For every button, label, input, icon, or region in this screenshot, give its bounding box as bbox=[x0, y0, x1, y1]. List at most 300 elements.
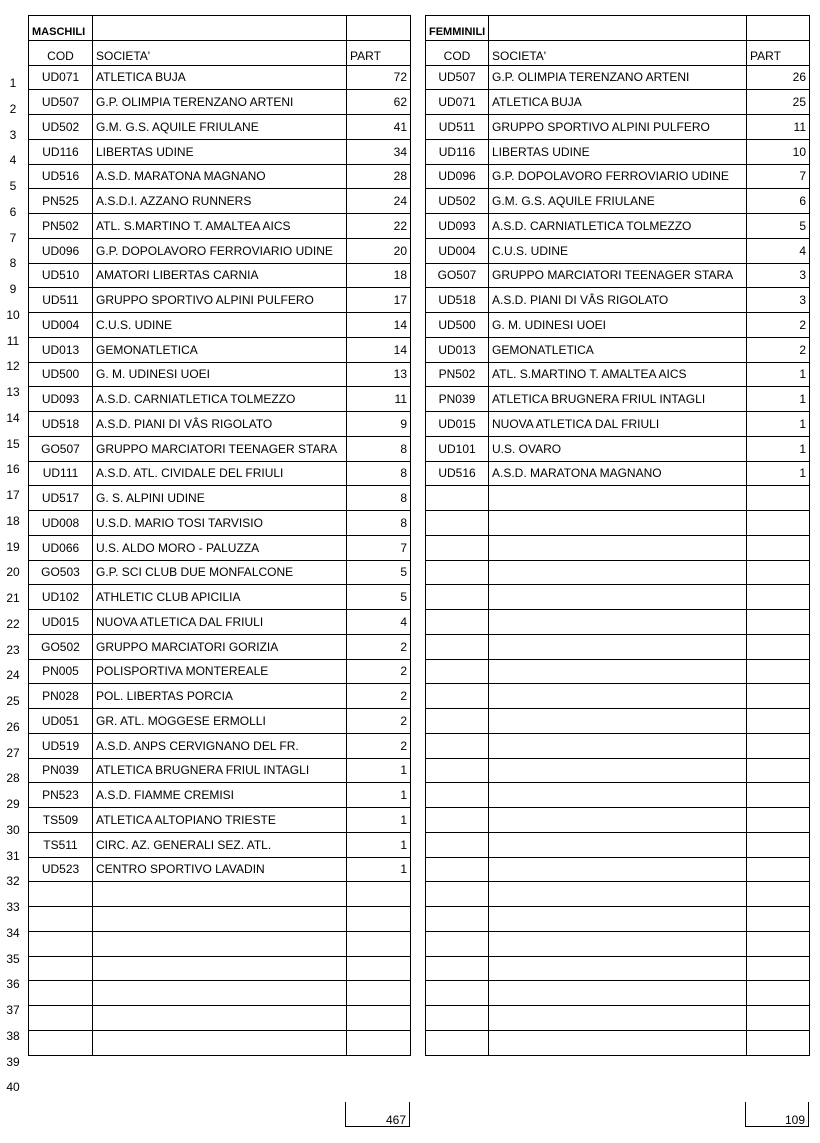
cod-cell: UD051 bbox=[29, 709, 93, 734]
part-cell bbox=[747, 956, 810, 981]
societa-cell: U.S. OVARO bbox=[489, 436, 747, 461]
societa-cell bbox=[489, 610, 747, 635]
part-cell bbox=[347, 1030, 411, 1055]
table-row bbox=[426, 535, 810, 560]
table-row bbox=[29, 882, 411, 907]
part-cell bbox=[747, 684, 810, 709]
cod-cell: UD511 bbox=[426, 115, 489, 140]
table-row bbox=[29, 857, 411, 882]
table-row bbox=[426, 486, 810, 511]
maschili-header-societa: SOCIETA' bbox=[93, 40, 347, 65]
part-cell bbox=[747, 585, 810, 610]
femminili-header-part: PART bbox=[747, 40, 810, 65]
row-number-column bbox=[0, 71, 26, 1101]
cod-cell: PN028 bbox=[29, 684, 93, 709]
table-row bbox=[426, 634, 810, 659]
femminili-title: FEMMINILI bbox=[426, 16, 489, 41]
row-number: 3 bbox=[9, 127, 17, 142]
part-cell: 2 bbox=[747, 313, 810, 338]
societa-cell: NUOVA ATLETICA DAL FRIULI bbox=[93, 610, 347, 635]
table-row bbox=[426, 313, 810, 338]
societa-cell: ATLETICA BRUGNERA FRIUL INTAGLI bbox=[489, 387, 747, 412]
table-row bbox=[426, 461, 810, 486]
part-cell bbox=[347, 1006, 411, 1031]
cod-cell: UD066 bbox=[29, 535, 93, 560]
table-row bbox=[426, 783, 810, 808]
societa-cell: G.P. DOPOLAVORO FERROVIARIO UDINE bbox=[489, 164, 747, 189]
part-cell: 1 bbox=[747, 362, 810, 387]
femminili-title-blank-2 bbox=[747, 16, 810, 41]
cod-cell bbox=[426, 585, 489, 610]
cod-cell bbox=[426, 931, 489, 956]
part-cell bbox=[347, 981, 411, 1006]
societa-cell: GR. ATL. MOGGESE ERMOLLI bbox=[93, 709, 347, 734]
cod-cell: UD013 bbox=[426, 337, 489, 362]
cod-cell: UD511 bbox=[29, 288, 93, 313]
cod-cell: UD518 bbox=[426, 288, 489, 313]
part-cell: 4 bbox=[347, 610, 411, 635]
cod-cell: GO507 bbox=[29, 436, 93, 461]
cod-cell: UD096 bbox=[29, 238, 93, 263]
part-cell: 13 bbox=[347, 362, 411, 387]
part-cell: 22 bbox=[347, 214, 411, 239]
table-row bbox=[29, 65, 411, 90]
cod-cell: PN005 bbox=[29, 659, 93, 684]
cod-cell bbox=[426, 857, 489, 882]
societa-cell: CENTRO SPORTIVO LAVADIN bbox=[93, 857, 347, 882]
cod-cell bbox=[29, 907, 93, 932]
part-cell bbox=[747, 882, 810, 907]
table-row bbox=[29, 808, 411, 833]
cod-cell: PN039 bbox=[29, 758, 93, 783]
cod-cell: UD015 bbox=[426, 412, 489, 437]
societa-cell bbox=[489, 535, 747, 560]
cod-cell: UD111 bbox=[29, 461, 93, 486]
cod-cell bbox=[426, 981, 489, 1006]
part-cell: 1 bbox=[747, 412, 810, 437]
cod-cell: PN523 bbox=[29, 783, 93, 808]
societa-cell: C.U.S. UDINE bbox=[489, 238, 747, 263]
part-cell: 2 bbox=[347, 634, 411, 659]
cod-cell bbox=[426, 1030, 489, 1055]
cod-cell: UD013 bbox=[29, 337, 93, 362]
table-row bbox=[426, 956, 810, 981]
table-row bbox=[426, 387, 810, 412]
table-row bbox=[29, 659, 411, 684]
femminili-table bbox=[425, 15, 810, 1056]
societa-cell bbox=[489, 709, 747, 734]
row-number: 14 bbox=[6, 410, 20, 425]
table-row bbox=[29, 90, 411, 115]
societa-cell: A.S.D. MARATONA MAGNANO bbox=[489, 461, 747, 486]
table-row bbox=[29, 733, 411, 758]
societa-cell: GRUPPO SPORTIVO ALPINI PULFERO bbox=[489, 115, 747, 140]
part-cell: 10 bbox=[747, 139, 810, 164]
row-number: 12 bbox=[6, 359, 20, 374]
part-cell bbox=[747, 610, 810, 635]
table-row bbox=[426, 362, 810, 387]
table-row bbox=[426, 560, 810, 585]
table-row bbox=[426, 585, 810, 610]
cod-cell: PN525 bbox=[29, 189, 93, 214]
part-cell: 1 bbox=[747, 387, 810, 412]
maschili-title-row bbox=[29, 16, 411, 41]
part-cell bbox=[747, 733, 810, 758]
part-cell bbox=[747, 486, 810, 511]
societa-cell bbox=[489, 1030, 747, 1055]
row-number: 23 bbox=[6, 642, 20, 657]
part-cell bbox=[747, 857, 810, 882]
cod-cell bbox=[426, 733, 489, 758]
cod-cell bbox=[426, 758, 489, 783]
part-cell bbox=[747, 808, 810, 833]
societa-cell: A.S.D. PIANI DI VÂS RIGOLATO bbox=[93, 412, 347, 437]
societa-cell: AMATORI LIBERTAS CARNIA bbox=[93, 263, 347, 288]
table-row bbox=[426, 238, 810, 263]
femminili-title-row bbox=[426, 16, 810, 41]
table-row bbox=[29, 387, 411, 412]
table-row bbox=[29, 412, 411, 437]
cod-cell: GO502 bbox=[29, 634, 93, 659]
table-row bbox=[29, 511, 411, 536]
societa-cell: A.S.D. CARNIATLETICA TOLMEZZO bbox=[93, 387, 347, 412]
societa-cell bbox=[489, 783, 747, 808]
societa-cell: POLISPORTIVA MONTEREALE bbox=[93, 659, 347, 684]
row-number: 6 bbox=[9, 204, 17, 219]
table-row bbox=[29, 288, 411, 313]
part-cell bbox=[747, 783, 810, 808]
table-row bbox=[426, 610, 810, 635]
societa-cell bbox=[93, 981, 347, 1006]
row-number: 19 bbox=[6, 539, 20, 554]
cod-cell: UD517 bbox=[29, 486, 93, 511]
cod-cell bbox=[426, 659, 489, 684]
table-row bbox=[29, 263, 411, 288]
row-number: 35 bbox=[6, 951, 20, 966]
cod-cell: UD116 bbox=[29, 139, 93, 164]
part-cell: 2 bbox=[347, 709, 411, 734]
part-cell: 1 bbox=[347, 832, 411, 857]
cod-cell: UD500 bbox=[29, 362, 93, 387]
cod-cell bbox=[29, 956, 93, 981]
table-row bbox=[426, 659, 810, 684]
cod-cell: PN039 bbox=[426, 387, 489, 412]
cod-cell bbox=[426, 1006, 489, 1031]
part-cell: 6 bbox=[747, 189, 810, 214]
part-cell: 1 bbox=[347, 857, 411, 882]
societa-cell bbox=[489, 585, 747, 610]
societa-cell: A.S.D. MARATONA MAGNANO bbox=[93, 164, 347, 189]
table-row bbox=[29, 610, 411, 635]
part-cell: 4 bbox=[747, 238, 810, 263]
row-number: 25 bbox=[6, 694, 20, 708]
part-cell: 1 bbox=[747, 436, 810, 461]
row-number: 8 bbox=[9, 256, 17, 271]
table-row bbox=[426, 139, 810, 164]
part-cell: 5 bbox=[747, 214, 810, 239]
part-cell: 11 bbox=[747, 115, 810, 140]
cod-cell: UD096 bbox=[426, 164, 489, 189]
table-row bbox=[29, 1030, 411, 1055]
table-row bbox=[426, 733, 810, 758]
societa-cell: A.S.D. ATL. CIVIDALE DEL FRIULI bbox=[93, 461, 347, 486]
maschili-title-blank-2 bbox=[347, 16, 411, 41]
row-number: 31 bbox=[6, 848, 20, 863]
table-row bbox=[426, 709, 810, 734]
societa-cell: G.P. SCI CLUB DUE MONFALCONE bbox=[93, 560, 347, 585]
table-row bbox=[29, 981, 411, 1006]
cod-cell bbox=[426, 956, 489, 981]
part-cell bbox=[747, 560, 810, 585]
societa-cell bbox=[489, 857, 747, 882]
part-cell bbox=[747, 907, 810, 932]
cod-cell: TS511 bbox=[29, 832, 93, 857]
societa-cell bbox=[489, 931, 747, 956]
femminili-header-societa: SOCIETA' bbox=[489, 40, 747, 65]
societa-cell: G.P. OLIMPIA TERENZANO ARTENI bbox=[489, 65, 747, 90]
part-cell bbox=[347, 931, 411, 956]
part-cell bbox=[747, 1030, 810, 1055]
row-number: 18 bbox=[6, 513, 20, 528]
part-cell: 1 bbox=[347, 758, 411, 783]
row-number: 26 bbox=[6, 719, 20, 734]
part-cell bbox=[347, 882, 411, 907]
cod-cell: UD519 bbox=[29, 733, 93, 758]
cod-cell: UD502 bbox=[29, 115, 93, 140]
maschili-title: MASCHILI bbox=[29, 16, 93, 41]
row-number: 30 bbox=[6, 822, 20, 837]
cod-cell: UD004 bbox=[29, 313, 93, 338]
societa-cell: ATLETICA BUJA bbox=[489, 90, 747, 115]
societa-cell bbox=[489, 808, 747, 833]
table-row bbox=[29, 115, 411, 140]
table-row bbox=[29, 560, 411, 585]
table-row bbox=[426, 1030, 810, 1055]
table-row bbox=[426, 832, 810, 857]
part-cell: 7 bbox=[747, 164, 810, 189]
societa-cell: ATHLETIC CLUB APICILIA bbox=[93, 585, 347, 610]
row-number: 36 bbox=[6, 977, 20, 992]
table-row bbox=[426, 931, 810, 956]
table-row bbox=[29, 758, 411, 783]
cod-cell bbox=[426, 709, 489, 734]
societa-cell: NUOVA ATLETICA DAL FRIULI bbox=[489, 412, 747, 437]
cod-cell bbox=[426, 535, 489, 560]
cod-cell: UD116 bbox=[426, 139, 489, 164]
societa-cell: LIBERTAS UDINE bbox=[93, 139, 347, 164]
part-cell bbox=[747, 634, 810, 659]
societa-cell bbox=[489, 907, 747, 932]
part-cell: 62 bbox=[347, 90, 411, 115]
table-row bbox=[29, 164, 411, 189]
table-row bbox=[426, 214, 810, 239]
societa-cell bbox=[93, 907, 347, 932]
part-cell: 2 bbox=[747, 337, 810, 362]
table-row bbox=[29, 783, 411, 808]
table-row bbox=[426, 907, 810, 932]
cod-cell bbox=[29, 981, 93, 1006]
part-cell bbox=[747, 931, 810, 956]
part-cell: 8 bbox=[347, 436, 411, 461]
societa-cell bbox=[489, 560, 747, 585]
table-row bbox=[426, 882, 810, 907]
table-row bbox=[426, 189, 810, 214]
part-cell: 3 bbox=[747, 288, 810, 313]
societa-cell bbox=[93, 956, 347, 981]
part-cell bbox=[747, 981, 810, 1006]
societa-cell: G.P. DOPOLAVORO FERROVIARIO UDINE bbox=[93, 238, 347, 263]
row-number: 1 bbox=[9, 76, 17, 90]
societa-cell: A.S.D. ANPS CERVIGNANO DEL FR. bbox=[93, 733, 347, 758]
maschili-table bbox=[28, 15, 411, 1056]
row-number: 13 bbox=[6, 385, 20, 399]
societa-cell bbox=[93, 931, 347, 956]
societa-cell bbox=[489, 684, 747, 709]
cod-cell bbox=[29, 1006, 93, 1031]
table-row bbox=[426, 288, 810, 313]
part-cell: 5 bbox=[347, 585, 411, 610]
cod-cell: GO503 bbox=[29, 560, 93, 585]
societa-cell bbox=[489, 659, 747, 684]
societa-cell bbox=[489, 733, 747, 758]
societa-cell bbox=[489, 634, 747, 659]
cod-cell: TS509 bbox=[29, 808, 93, 833]
table-row bbox=[426, 436, 810, 461]
part-cell: 72 bbox=[347, 65, 411, 90]
societa-cell bbox=[489, 486, 747, 511]
part-cell: 1 bbox=[747, 461, 810, 486]
maschili-header-part: PART bbox=[347, 40, 411, 65]
part-cell: 2 bbox=[347, 684, 411, 709]
femminili-title-blank bbox=[489, 16, 747, 41]
row-number: 29 bbox=[6, 797, 20, 811]
societa-cell: C.U.S. UDINE bbox=[93, 313, 347, 338]
part-cell: 8 bbox=[347, 461, 411, 486]
part-cell: 20 bbox=[347, 238, 411, 263]
part-cell bbox=[747, 535, 810, 560]
table-row bbox=[426, 263, 810, 288]
table-row bbox=[29, 535, 411, 560]
table-row bbox=[29, 238, 411, 263]
societa-cell: U.S.D. MARIO TOSI TARVISIO bbox=[93, 511, 347, 536]
cod-cell: PN502 bbox=[29, 214, 93, 239]
row-number: 20 bbox=[6, 565, 20, 580]
row-number: 11 bbox=[6, 333, 20, 348]
table-row bbox=[29, 362, 411, 387]
societa-cell bbox=[489, 956, 747, 981]
cod-cell: UD071 bbox=[29, 65, 93, 90]
cod-cell bbox=[426, 511, 489, 536]
societa-cell: ATLETICA BRUGNERA FRIUL INTAGLI bbox=[93, 758, 347, 783]
cod-cell bbox=[426, 560, 489, 585]
part-cell: 25 bbox=[747, 90, 810, 115]
societa-cell bbox=[489, 832, 747, 857]
societa-cell bbox=[93, 882, 347, 907]
cod-cell bbox=[426, 610, 489, 635]
part-cell: 14 bbox=[347, 313, 411, 338]
row-number: 15 bbox=[6, 436, 20, 451]
societa-cell bbox=[489, 882, 747, 907]
societa-cell: G. M. UDINESI UOEI bbox=[489, 313, 747, 338]
part-cell: 8 bbox=[347, 511, 411, 536]
row-number: 32 bbox=[6, 874, 20, 889]
societa-cell: CIRC. AZ. GENERALI SEZ. ATL. bbox=[93, 832, 347, 857]
table-row bbox=[29, 214, 411, 239]
societa-cell: A.S.D. FIAMME CREMISI bbox=[93, 783, 347, 808]
table-row bbox=[426, 164, 810, 189]
cod-cell: UD507 bbox=[29, 90, 93, 115]
part-cell: 14 bbox=[347, 337, 411, 362]
cod-cell bbox=[426, 882, 489, 907]
femminili-header-row bbox=[426, 40, 810, 65]
cod-cell: UD015 bbox=[29, 610, 93, 635]
societa-cell bbox=[93, 1030, 347, 1055]
cod-cell: UD500 bbox=[426, 313, 489, 338]
societa-cell: GEMONATLETICA bbox=[93, 337, 347, 362]
part-cell: 11 bbox=[347, 387, 411, 412]
table-row bbox=[29, 832, 411, 857]
table-row bbox=[29, 337, 411, 362]
cod-cell: UD101 bbox=[426, 436, 489, 461]
societa-cell: A.S.D. CARNIATLETICA TOLMEZZO bbox=[489, 214, 747, 239]
row-number: 22 bbox=[6, 616, 20, 631]
maschili-header-row bbox=[29, 40, 411, 65]
part-cell bbox=[347, 907, 411, 932]
table-row bbox=[29, 709, 411, 734]
table-row bbox=[29, 956, 411, 981]
table-row bbox=[426, 65, 810, 90]
table-row bbox=[426, 758, 810, 783]
societa-cell: G. S. ALPINI UDINE bbox=[93, 486, 347, 511]
societa-cell bbox=[489, 1006, 747, 1031]
societa-cell: ATLETICA BUJA bbox=[93, 65, 347, 90]
table-row bbox=[426, 90, 810, 115]
table-row bbox=[29, 634, 411, 659]
cod-cell: UD093 bbox=[426, 214, 489, 239]
cod-cell: UD071 bbox=[426, 90, 489, 115]
cod-cell bbox=[426, 684, 489, 709]
row-number: 5 bbox=[9, 179, 17, 193]
cod-cell: UD004 bbox=[426, 238, 489, 263]
row-number: 21 bbox=[6, 591, 20, 605]
table-row bbox=[29, 436, 411, 461]
part-cell: 41 bbox=[347, 115, 411, 140]
societa-cell: G.M. G.S. AQUILE FRIULANE bbox=[489, 189, 747, 214]
table-row bbox=[426, 511, 810, 536]
part-cell: 8 bbox=[347, 486, 411, 511]
femminili-header-cod: COD bbox=[426, 40, 489, 65]
part-cell: 24 bbox=[347, 189, 411, 214]
row-number: 40 bbox=[6, 1080, 20, 1095]
row-number: 28 bbox=[6, 771, 20, 786]
cod-cell bbox=[426, 486, 489, 511]
societa-cell: LIBERTAS UDINE bbox=[489, 139, 747, 164]
table-row bbox=[29, 907, 411, 932]
cod-cell bbox=[426, 808, 489, 833]
societa-cell: G.M. G.S. AQUILE FRIULANE bbox=[93, 115, 347, 140]
row-number: 10 bbox=[6, 307, 20, 322]
societa-cell bbox=[93, 1006, 347, 1031]
table-row bbox=[426, 1006, 810, 1031]
part-cell: 5 bbox=[347, 560, 411, 585]
part-cell bbox=[747, 758, 810, 783]
cod-cell: UD102 bbox=[29, 585, 93, 610]
table-row bbox=[29, 139, 411, 164]
societa-cell: GRUPPO MARCIATORI GORIZIA bbox=[93, 634, 347, 659]
femminili-total: 109 bbox=[745, 1102, 809, 1127]
row-number: 2 bbox=[9, 101, 17, 116]
cod-cell: PN502 bbox=[426, 362, 489, 387]
